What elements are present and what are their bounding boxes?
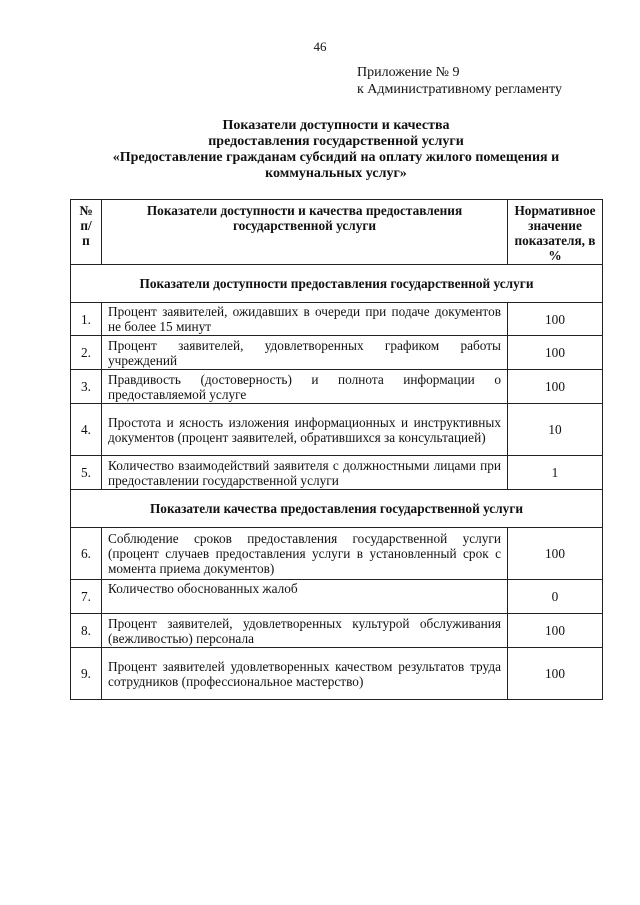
document-title: [70, 118, 602, 182]
table-header-row: [71, 200, 603, 265]
section-title: Показатели доступности предоставления государственной услуги: [71, 265, 603, 303]
table-row: [71, 528, 603, 580]
row-number: 4.: [71, 404, 102, 456]
table-row: [71, 614, 603, 648]
header-indicator: Показатели доступности и качества предоставления государственной услуги: [102, 200, 508, 265]
row-value: 0: [508, 580, 603, 614]
row-indicator: Процент заявителей, ожидавших в очереди при подаче документов не более 15 минут: [102, 303, 508, 336]
row-indicator: Простота и ясность изложения информационных и инструктивных документов (процент заявителей, обратившихся за консультацией): [102, 404, 508, 456]
row-indicator: Процент заявителей, удовлетворенных культурой обслуживания (вежливостью) персонала: [102, 614, 508, 648]
row-number: 9.: [71, 648, 102, 700]
row-number: 2.: [71, 336, 102, 370]
table-row: [71, 404, 603, 456]
table-row: [71, 580, 603, 614]
section-title: Показатели качества предоставления государственной услуги: [71, 490, 603, 528]
row-value: 100: [508, 303, 603, 336]
title-line-3: «Предоставление гражданам субсидий на оплату жилого помещения и: [112, 150, 560, 165]
row-indicator: Процент заявителей удовлетворенных качеством результатов труда сотрудников (профессиональное мастерство): [102, 648, 508, 700]
indicators-table: [70, 199, 603, 700]
row-indicator: Процент заявителей, удовлетворенных графиком работы учреждений: [102, 336, 508, 370]
section-row-quality: [71, 490, 603, 528]
row-value: 1: [508, 456, 603, 490]
row-indicator: Количество обоснованных жалоб: [102, 580, 508, 614]
table-row: [71, 456, 603, 490]
table-row: [71, 648, 603, 700]
appendix-caption: [357, 64, 562, 98]
row-number: 5.: [71, 456, 102, 490]
row-number: 1.: [71, 303, 102, 336]
row-number: 3.: [71, 370, 102, 404]
row-indicator: Правдивость (достоверность) и полнота информации о предоставляемой услуге: [102, 370, 508, 404]
title-line-1: Показатели доступности и качества: [222, 118, 450, 133]
appendix-line-2: к Административному регламенту: [357, 82, 562, 97]
page-number: 46: [313, 39, 327, 54]
row-indicator: Соблюдение сроков предоставления государственной услуги (процент случаев предоставления услуги в установленный срок с момента приема документов): [102, 528, 508, 580]
row-value: 100: [508, 648, 603, 700]
title-line-2: предоставления государственной услуги: [208, 134, 464, 149]
section-row-accessibility: [71, 265, 603, 303]
table-row: [71, 336, 603, 370]
appendix-line-1: Приложение № 9: [357, 65, 460, 80]
row-indicator: Количество взаимодействий заявителя с должностными лицами при предоставлении государственной услуги: [102, 456, 508, 490]
row-value: 100: [508, 528, 603, 580]
row-value: 100: [508, 614, 603, 648]
row-number: 6.: [71, 528, 102, 580]
row-number: 7.: [71, 580, 102, 614]
header-number: № п/п: [71, 200, 102, 265]
row-number: 8.: [71, 614, 102, 648]
row-value: 10: [508, 404, 603, 456]
table-row: [71, 370, 603, 404]
row-value: 100: [508, 336, 603, 370]
row-value: 100: [508, 370, 603, 404]
table-row: [71, 303, 603, 336]
title-line-4: коммунальных услуг»: [265, 166, 407, 181]
header-value: Нормативное значение показателя, в %: [508, 200, 603, 265]
